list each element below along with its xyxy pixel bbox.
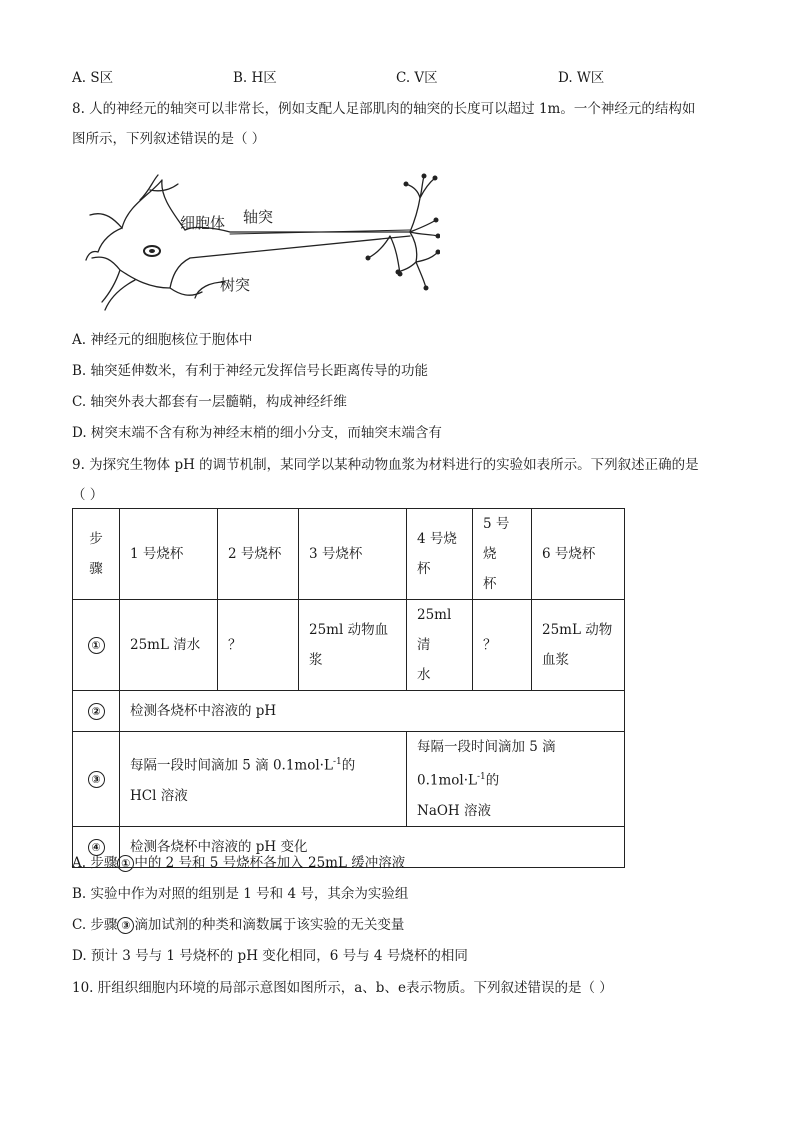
cell-beaker-1: 25mL 清水 xyxy=(120,600,218,691)
experiment-table xyxy=(72,508,625,868)
q10-stem: 10. 肝组织细胞内环境的局部示意图如图所示，a、b、e表示物质。下列叙述错误的是（ ） xyxy=(72,980,613,996)
header-beaker-1: 1 号烧杯 xyxy=(120,509,218,600)
q9-option-d: D. 预计 3 号与 1 号烧杯的 pH 变化相同，6 号与 4 号烧杯的相同 xyxy=(72,948,468,964)
q9-option-c: C. 步骤 ③ 滴加试剂的种类和滴数属于该实验的无关变量 xyxy=(72,917,405,933)
q8-option-b: B. 轴突延伸数米，有利于神经元发挥信号长距离传导的功能 xyxy=(72,363,429,379)
q8-option-c: C. 轴突外表大都套有一层髓鞘，构成神经纤维 xyxy=(72,394,347,410)
table-header-row xyxy=(73,509,625,600)
step-cell: ③ xyxy=(73,732,120,827)
cell-beaker-4: 25ml 清 水 xyxy=(407,600,473,691)
row3-left: 每隔一段时间滴加 5 滴 $0.1mol\cdot L^{-1}$的 HCl 溶液 xyxy=(120,732,407,827)
step-cell: ④ xyxy=(73,826,120,867)
q7-option-c: C. V区 xyxy=(396,70,438,86)
header-beaker-4: 4 号烧 杯 xyxy=(407,509,473,600)
step-cell: ① xyxy=(73,600,120,691)
table-row xyxy=(73,732,625,827)
header-beaker-3: 3 号烧杯 xyxy=(299,509,407,600)
q9-stem-line2: （ ） xyxy=(72,487,104,503)
cell-beaker-5: ？ xyxy=(473,600,532,691)
header-beaker-5: 5 号烧 杯 xyxy=(473,509,532,600)
neuron-diagram xyxy=(80,170,440,315)
q8-stem-line2: 图所示，下列叙述错误的是（ ） xyxy=(72,131,266,147)
q7-option-a: A. S区 xyxy=(72,70,114,86)
row3-right: 每隔一段时间滴加 5 滴 $0.1mol\cdot L^{-1}$的 NaOH 溶液 xyxy=(407,732,625,827)
cell-beaker-3: 25ml 动物血浆 xyxy=(299,600,407,691)
q8-stem-line1: 8. 人的神经元的轴突可以非常长，例如支配人足部肌肉的轴突的长度可以超过 1m。一个神经元的结构如 xyxy=(72,101,696,117)
row2-text: 检测各烧杯中溶液的 pH xyxy=(120,691,625,732)
q9-option-b: B. 实验中作为对照的组别是 1 号和 4 号，其余为实验组 xyxy=(72,886,409,902)
q7-option-b: B. H区 xyxy=(233,70,277,86)
table-row xyxy=(73,691,625,732)
header-step: 步骤 xyxy=(73,509,120,600)
header-beaker-6: 6 号烧杯 xyxy=(532,509,625,600)
label-dendrite: 树突 xyxy=(220,276,251,294)
table-row xyxy=(73,600,625,691)
label-cell-body: 细胞体 xyxy=(180,214,226,232)
q7-option-d: D. W区 xyxy=(558,70,605,86)
q9-option-a: A. 步骤 ① 中的 2 号和 5 号烧杯各加入 25mL 缓冲溶液 xyxy=(72,855,406,871)
q8-option-d: D. 树突末端不含有称为神经末梢的细小分支，而轴突末端含有 xyxy=(72,425,442,441)
cell-beaker-2: ？ xyxy=(218,600,299,691)
q8-option-a: A. 神经元的细胞核位于胞体中 xyxy=(72,332,253,348)
q9-stem-line1: 9. 为探究生物体 pH 的调节机制，某同学以某种动物血浆为材料进行的实验如表所示。下列叙述正确的是 xyxy=(72,457,699,473)
header-beaker-2: 2 号烧杯 xyxy=(218,509,299,600)
cell-beaker-6: 25mL 动物 血浆 xyxy=(532,600,625,691)
label-axon: 轴突 xyxy=(243,208,274,226)
step-cell: ② xyxy=(73,691,120,732)
row4-text: 检测各烧杯中溶液的 pH 变化 xyxy=(120,826,625,867)
